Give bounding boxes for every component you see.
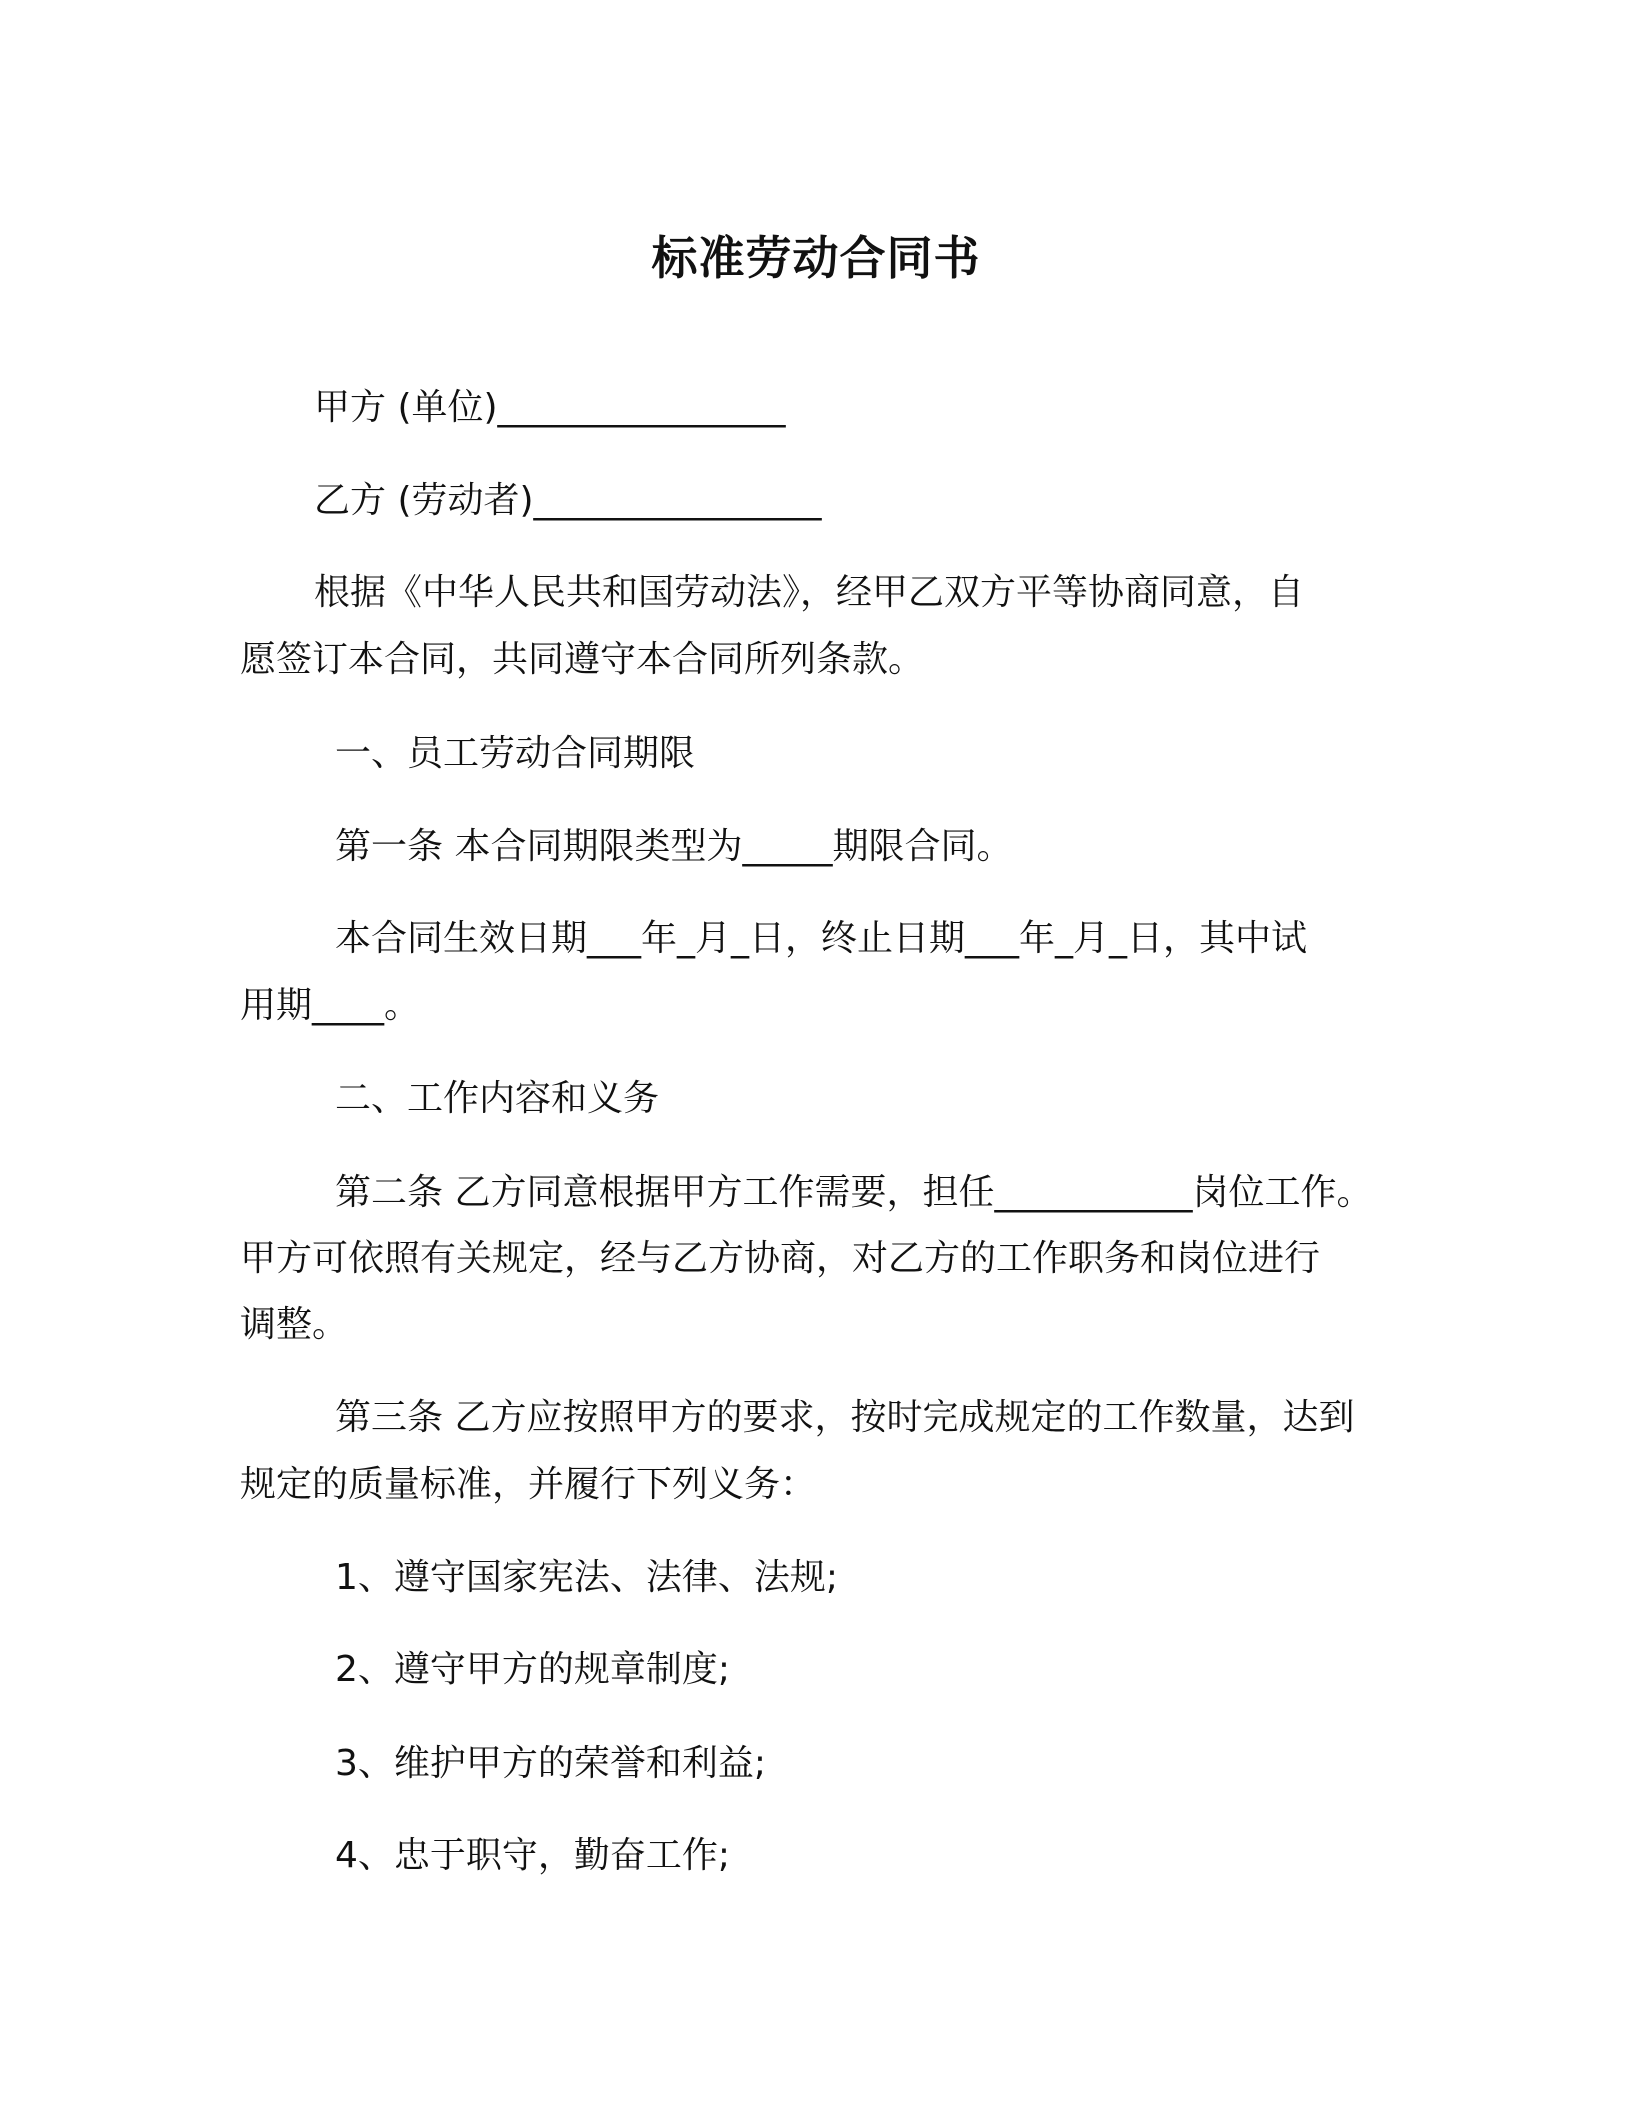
- article-3-line-2: 规定的质量标准，并履行下列义务：: [240, 1464, 817, 1505]
- duty-item-1: 1、遵守国家宪法、法律、法规;: [335, 1557, 839, 1598]
- duty-item-4: 4、忠于职守，勤奋工作;: [335, 1835, 731, 1876]
- section-1-heading: 一、员工劳动合同期限: [335, 733, 696, 774]
- article-3-line-1: 第三条 乙方应按照甲方的要求，按时完成规定的工作数量，达到: [335, 1397, 1355, 1438]
- document-title: 标准劳动合同书: [651, 231, 981, 285]
- party-b-line: 乙方 (劳动者)________________: [314, 480, 822, 521]
- preamble-line-1: 根据《中华人民共和国劳动法》，经甲乙双方平等协商同意，自: [314, 572, 1305, 613]
- party-a-line: 甲方 (单位)________________: [314, 387, 786, 428]
- duty-item-2: 2、遵守甲方的规章制度;: [335, 1649, 731, 1690]
- term-line-2: 用期____。: [240, 985, 421, 1026]
- section-2-heading: 二、工作内容和义务: [335, 1078, 660, 1119]
- article-2-line-3: 调整。: [240, 1304, 349, 1345]
- article-1: 第一条 本合同期限类型为_____期限合同。: [335, 826, 1013, 867]
- article-2-line-2: 甲方可依照有关规定，经与乙方协商，对乙方的工作职务和岗位进行: [240, 1238, 1321, 1279]
- duty-item-3: 3、维护甲方的荣誉和利益;: [335, 1743, 767, 1784]
- term-line-1: 本合同生效日期___年_月_日，终止日期___年_月_日，其中试: [335, 918, 1308, 959]
- preamble-line-2: 愿签订本合同，共同遵守本合同所列条款。: [240, 639, 925, 680]
- article-2-line-1: 第二条 乙方同意根据甲方工作需要，担任___________岗位工作。: [335, 1172, 1373, 1213]
